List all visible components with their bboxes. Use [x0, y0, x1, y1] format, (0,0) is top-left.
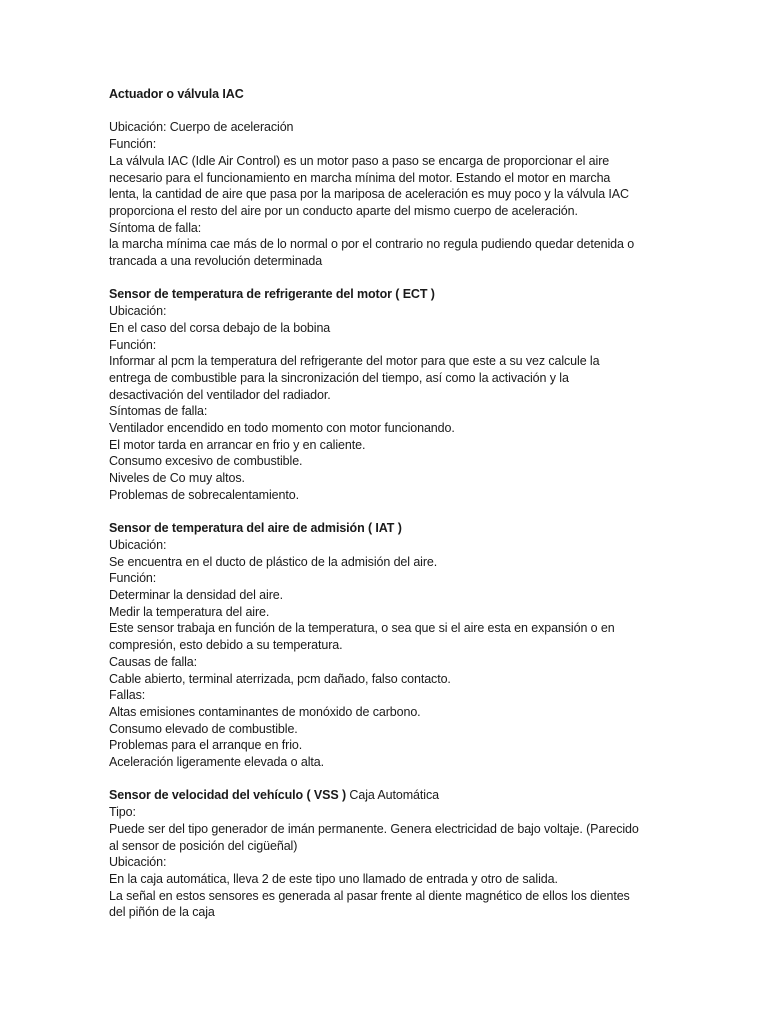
text-line: Este sensor trabaja en función de la temperatura, o sea que si el aire esta en expansión o en — [109, 621, 615, 636]
text-line: Ventilador encendido en todo momento con motor funcionando. — [109, 421, 455, 436]
section-title-suffix: Caja Automática — [346, 788, 439, 803]
text-line: Problemas para el arranque en frio. — [109, 738, 303, 753]
section-title: Actuador o válvula IAC — [109, 87, 244, 101]
text-line: lenta, la cantidad de aire que pasa por la mariposa de aceleración es muy poco y la válvula IAC — [109, 187, 629, 202]
text-line: Función: — [109, 337, 157, 352]
section-title: Sensor de temperatura de refrigerante del motor ( ECT ) — [109, 287, 435, 302]
text-line: La válvula IAC (Idle Air Control) es un motor paso a paso se encarga de proporcionar el aire — [109, 153, 610, 168]
section-vss — [109, 787, 669, 921]
text-line: En el caso del corsa debajo de la bobina — [109, 320, 331, 335]
text-line: Ubicación: — [109, 304, 167, 319]
section-iat — [109, 520, 669, 771]
section-iac — [109, 86, 669, 270]
text-line: Informar al pcm la temperatura del refrigerante del motor para que este a su vez calcule la — [109, 354, 600, 369]
text-line: La señal en estos sensores es generada al pasar frente al diente magnético de ellos los dientes — [109, 888, 630, 903]
text-line: Cable abierto, terminal aterrizada, pcm dañado, falso contacto. — [109, 671, 451, 686]
text-line: Consumo elevado de combustible. — [109, 721, 298, 736]
text-line: Causas de falla: — [109, 654, 198, 669]
section-heading — [109, 787, 669, 804]
text-line: desactivación del ventilador del radiador. — [109, 387, 331, 402]
text-line: En la caja automática, lleva 2 de este tipo uno llamado de entrada y otro de salida. — [109, 871, 558, 886]
text-line: Consumo excesivo de combustible. — [109, 454, 303, 469]
text-line: Tipo: — [109, 805, 136, 820]
text-line: Determinar la densidad del aire. — [109, 588, 283, 603]
spacer — [109, 103, 669, 120]
text-line: El motor tarda en arrancar en frio y en caliente. — [109, 437, 366, 452]
text-line: Puede ser del tipo generador de imán permanente. Genera electricidad de bajo voltaje. (Parecido — [109, 821, 639, 836]
section-ect — [109, 286, 669, 503]
text-line: Aceleración ligeramente elevada o alta. — [109, 755, 324, 770]
text-line: Ubicación: — [109, 537, 167, 552]
text-line: Altas emisiones contaminantes de monóxido de carbono. — [109, 704, 421, 719]
text-line: Fallas: — [109, 688, 146, 703]
text-line: la marcha mínima cae más de lo normal o por el contrario no regula pudiendo quedar detenida o — [109, 237, 635, 252]
text-line: trancada a una revolución determinada — [109, 254, 323, 269]
section-title: Sensor de temperatura del aire de admisión ( IAT ) — [109, 521, 402, 536]
text-line: del piñón de la caja — [109, 905, 215, 920]
section-title: Sensor de velocidad del vehículo ( VSS ) — [109, 788, 347, 803]
text-line: Ubicación: — [109, 855, 167, 870]
text-line: Niveles de Co muy altos. — [109, 471, 245, 486]
document-page — [109, 86, 669, 921]
text-line: Función: — [109, 571, 157, 586]
text-line: Función: — [109, 137, 157, 152]
text-line: Se encuentra en el ducto de plástico de la admisión del aire. — [109, 554, 438, 569]
text-line: Problemas de sobrecalentamiento. — [109, 487, 299, 502]
text-line: Síntomas de falla: — [109, 404, 208, 419]
text-line: compresión, esto debido a su temperatura. — [109, 638, 343, 653]
text-line: Medir la temperatura del aire. — [109, 604, 270, 619]
text-line: necesario para el funcionamiento en marcha mínima del motor. Estando el motor en marcha — [109, 170, 611, 185]
text-line: Ubicación: Cuerpo de aceleración — [109, 120, 294, 135]
text-line: proporciona el resto del aire por un conducto aparte del mismo cuerpo de aceleración. — [109, 203, 578, 218]
text-line: entrega de combustible para la sincronización del tiempo, así como la activación y la — [109, 370, 569, 385]
text-line: al sensor de posición del cigüeñal) — [109, 838, 298, 853]
text-line: Síntoma de falla: — [109, 220, 202, 235]
